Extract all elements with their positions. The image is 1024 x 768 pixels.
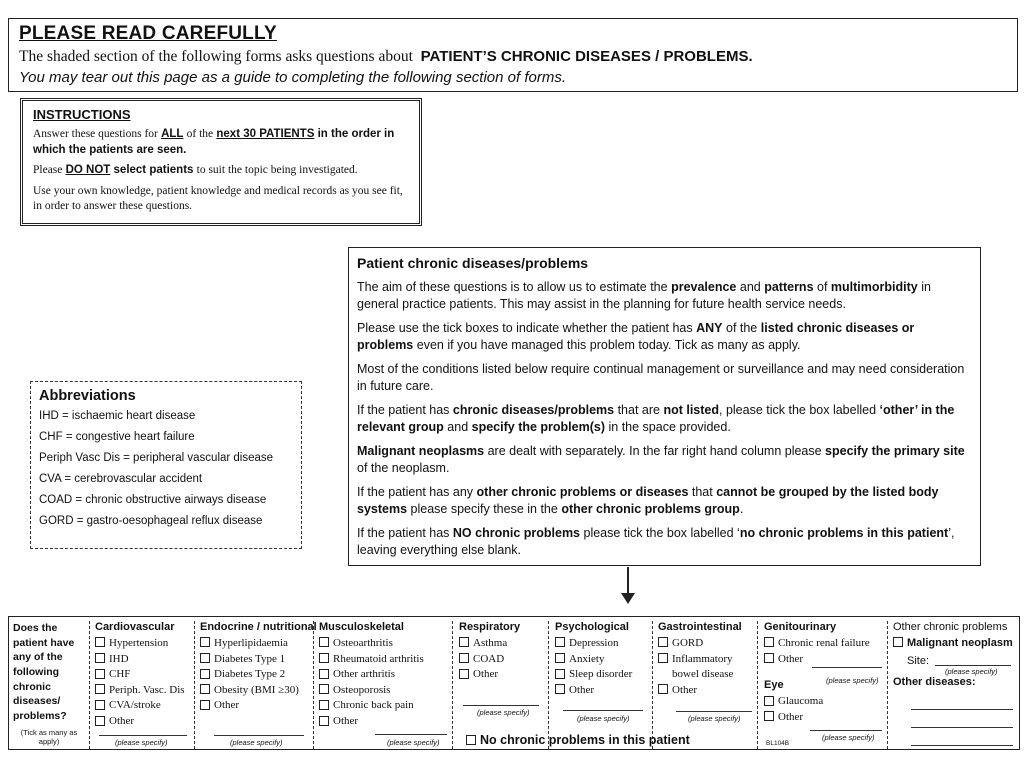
respiratory-heading: Respiratory: [459, 621, 521, 633]
other-chronic-column: [889, 617, 1019, 751]
emphasis-text: chronic diseases/problems: [452, 403, 615, 417]
checkbox-icon[interactable]: [319, 637, 329, 647]
item-label: Diabetes Type 2: [214, 668, 286, 681]
checkbox-ihd[interactable]: [95, 652, 191, 668]
genitourinary-heading: Genitourinary: [764, 621, 837, 633]
checkbox-gord[interactable]: [658, 636, 754, 652]
item-label: Anxiety: [569, 652, 605, 665]
checkbox-genito-other[interactable]: [764, 652, 884, 668]
body-text: that are: [614, 403, 664, 417]
checkbox-osteoarthritis[interactable]: [319, 636, 447, 652]
body-text: in general practice patients. This may assist in the planning for future health service needs.: [357, 280, 931, 311]
checkbox-icon[interactable]: [95, 653, 105, 663]
please-specify-label: (please specify): [230, 738, 283, 747]
checkbox-icon[interactable]: [319, 669, 329, 679]
body-text: are dealt with separately. In the far right hand column please: [484, 444, 826, 458]
question-line: any of the: [13, 651, 63, 664]
ins-p2-a: Please: [33, 164, 63, 177]
checkbox-eye-other[interactable]: [764, 710, 884, 726]
psych-other-field[interactable]: [563, 710, 643, 711]
item-label-continued: bowel disease: [672, 668, 734, 681]
checkbox-no-chronic-problems[interactable]: [466, 733, 690, 747]
header-title: PLEASE READ CAREFULLY: [19, 23, 277, 44]
body-text: ’, leaving everything else blank.: [357, 526, 955, 557]
item-label: Sleep disorder: [569, 668, 633, 681]
genitourinary-column: [760, 617, 888, 751]
abbreviation-item: COAD = chronic obstructive airways disease: [39, 494, 267, 506]
gastrointestinal-column: [654, 617, 758, 751]
checkbox-icon[interactable]: [319, 684, 329, 694]
body-text: that: [688, 485, 717, 499]
item-label: Other: [109, 715, 135, 728]
ins-p2-b: DO NOT: [65, 164, 111, 177]
column-divider: [89, 621, 90, 749]
checkbox-icon[interactable]: [764, 711, 774, 721]
checkbox-musc-other[interactable]: [319, 714, 447, 730]
item-label: GORD: [672, 637, 704, 649]
psychological-heading: Psychological: [555, 621, 629, 633]
please-specify-label: (please specify): [688, 714, 741, 723]
item-label: Chronic back pain: [333, 699, 414, 712]
item-label: COAD: [473, 652, 505, 665]
checkbox-icon[interactable]: [555, 653, 565, 663]
checkbox-icon[interactable]: [95, 637, 105, 647]
checkbox-icon[interactable]: [764, 696, 774, 706]
checkbox-malignant-neoplasm[interactable]: [893, 636, 1015, 652]
emphasis-text: not listed: [663, 403, 719, 417]
emphasis-text: no chronic problems in this patient: [739, 526, 949, 540]
ins-p1-b: ALL: [161, 128, 184, 140]
pcd-paragraph: [357, 320, 972, 353]
other-disease-field[interactable]: [911, 727, 1013, 728]
item-label: IHD: [109, 652, 129, 665]
item-label: Rheumatoid arthritis: [333, 652, 424, 665]
question-note: (Tick as many as apply): [20, 727, 78, 746]
body-text: , please tick the box labelled: [719, 403, 880, 417]
abbreviation-item: IHD = ischaemic heart disease: [39, 410, 196, 422]
question-line: diseases/: [13, 695, 61, 708]
checkbox-coad[interactable]: [459, 652, 543, 668]
neoplasm-site-field[interactable]: [935, 665, 1011, 666]
checkbox-icon[interactable]: [319, 716, 329, 726]
checkbox-icon[interactable]: [893, 637, 903, 647]
emphasis-text: NO chronic problems: [452, 526, 581, 540]
body-text: of: [813, 280, 831, 294]
column-divider: [548, 621, 549, 749]
column-divider: [313, 621, 314, 749]
pcd-heading: Patient chronic diseases/problems: [357, 255, 589, 271]
item-label: Hyperlipidaemia: [214, 637, 288, 649]
instructions-heading: INSTRUCTIONS: [33, 107, 131, 122]
checkbox-icon[interactable]: [658, 684, 668, 694]
no-chronic-label: No chronic problems in this patient: [480, 733, 690, 747]
item-label: Obesity (BMI ≥30): [214, 683, 299, 696]
item-label: Chronic renal failure: [778, 637, 870, 649]
endo-other-field[interactable]: [214, 735, 304, 736]
abbreviation-item: GORD = gastro-oesophageal reflux disease: [39, 515, 263, 527]
abbreviation-item: CVA = cerebrovascular accident: [39, 473, 203, 485]
checkbox-icon[interactable]: [95, 716, 105, 726]
checkbox-inflammatory-bowel-disease[interactable]: [658, 652, 754, 668]
pcd-paragraph: [357, 525, 972, 558]
item-label: Malignant neoplasm: [907, 637, 1013, 649]
instructions-p2: [33, 163, 409, 179]
pcd-paragraph: [357, 279, 972, 312]
musculoskeletal-column: [315, 617, 451, 751]
checkbox-psych-other[interactable]: [555, 683, 647, 699]
column-divider: [194, 621, 195, 749]
checkbox-diabetes-type-2[interactable]: [200, 667, 309, 683]
checkbox-resp-other[interactable]: [459, 667, 543, 683]
cardiovascular-heading: Cardiovascular: [95, 621, 175, 633]
chronic-diseases-form: [8, 616, 1020, 750]
emphasis-text: specify the problem(s): [471, 419, 606, 434]
question-line: following: [13, 666, 60, 679]
checkbox-icon[interactable]: [466, 735, 476, 745]
header-box: [8, 18, 1018, 92]
emphasis-text: Malignant neoplasms: [357, 444, 485, 458]
checkbox-icon[interactable]: [459, 637, 469, 647]
instructions-p1: [33, 127, 409, 158]
checkbox-icon[interactable]: [459, 669, 469, 679]
checkbox-icon[interactable]: [658, 653, 668, 663]
checkbox-icon[interactable]: [200, 637, 210, 647]
item-label: Other arthritis: [333, 668, 396, 681]
cardio-other-field[interactable]: [99, 735, 187, 736]
abbreviations-box: [30, 381, 302, 549]
body-text: please specify these in the: [407, 501, 562, 516]
ins-p1-a: Answer these questions for: [33, 128, 158, 140]
other-chronic-heading: Other chronic problems: [893, 621, 1008, 633]
checkbox-icon[interactable]: [200, 684, 210, 694]
item-label: Other: [569, 683, 595, 696]
endocrine-heading: Endocrine / nutritional: [200, 621, 317, 633]
ins-p2-d: to suit the topic being investigated.: [196, 164, 358, 177]
item-label: CVA/stroke: [109, 699, 161, 712]
pcd-paragraph: [357, 484, 972, 517]
down-arrow-icon: [620, 567, 636, 605]
checkbox-obesity[interactable]: [200, 683, 309, 699]
emphasis-text: ANY: [696, 321, 723, 335]
question-line: Does the: [13, 622, 58, 634]
body-text: of the: [722, 321, 761, 335]
emphasis-text: cannot be grouped by the listed body systems: [357, 485, 939, 516]
column-divider: [452, 621, 453, 749]
checkbox-anxiety[interactable]: [555, 652, 647, 668]
pcd-paragraph: [357, 402, 972, 435]
checkbox-osteoporosis[interactable]: [319, 683, 447, 699]
checkbox-icon[interactable]: [200, 669, 210, 679]
question-line: patient have: [13, 636, 75, 649]
please-specify-label: (please specify): [826, 676, 879, 685]
instructions-p3: Use your own knowledge, patient knowledge and medical records as you see fit, in order to answer these questions.: [33, 184, 403, 213]
body-text: and: [736, 280, 765, 294]
column-divider: [757, 621, 758, 749]
emphasis-text: multimorbidity: [830, 280, 918, 294]
checkbox-depression[interactable]: [555, 636, 647, 652]
body-text: .: [739, 501, 744, 516]
item-label: Other: [214, 699, 240, 712]
please-specify-label: (please specify): [945, 667, 998, 676]
checkbox-sleep-disorder[interactable]: [555, 667, 647, 683]
column-divider: [887, 621, 888, 749]
checkbox-chronic-renal-failure[interactable]: [764, 636, 884, 652]
body-text: If the patient has any: [357, 485, 477, 499]
ins-p2-c: select patients: [113, 164, 194, 177]
checkbox-periph-vasc[interactable]: [95, 683, 191, 699]
psychological-column: [551, 617, 651, 751]
column-divider: [652, 621, 653, 749]
abbreviation-item: Periph Vasc Dis = peripheral vascular disease: [39, 452, 274, 464]
pcd-paragraph: [357, 361, 972, 394]
please-specify-label: (please specify): [577, 714, 630, 723]
body-text: If the patient has: [357, 403, 453, 417]
abbreviation-item: CHF = congestive heart failure: [39, 431, 195, 443]
checkbox-icon[interactable]: [459, 653, 469, 663]
item-label: Hypertension: [109, 637, 169, 649]
eye-other-field[interactable]: [810, 730, 882, 731]
checkbox-glaucoma[interactable]: [764, 694, 884, 710]
question-line: problems?: [13, 710, 67, 723]
please-specify-label: (please specify): [477, 708, 530, 717]
ins-p1-c: of the: [186, 128, 214, 140]
item-label: Inflammatory: [672, 652, 733, 665]
instructions-box: [20, 98, 422, 226]
checkbox-chf[interactable]: [95, 667, 191, 683]
checkbox-icon[interactable]: [95, 669, 105, 679]
question-column: [9, 617, 89, 751]
header-line2: [19, 48, 1007, 66]
item-label: Osteoarthritis: [333, 637, 393, 649]
form-code: BL104B: [766, 740, 790, 747]
neoplasm-site-label: Site:: [907, 654, 930, 667]
item-label: Asthma: [473, 637, 508, 649]
genito-other-field[interactable]: [812, 667, 882, 668]
emphasis-text: ‘other’ in the relevant group: [357, 403, 955, 434]
body-text: in the space provided.: [605, 419, 731, 434]
other-disease-field[interactable]: [911, 745, 1013, 746]
body-text: The aim of these questions is to allow us to estimate the: [357, 280, 672, 294]
resp-other-field[interactable]: [463, 705, 539, 706]
eye-heading: Eye: [764, 679, 784, 692]
please-specify-label: (please specify): [387, 738, 440, 747]
body-text: Please use the tick boxes to indicate whether the patient has: [357, 321, 697, 335]
emphasis-text: specify the primary site: [825, 444, 965, 458]
other-diseases-label: Other diseases:: [893, 676, 976, 689]
body-text: even if you have managed this problem today. Tick as many as apply.: [413, 337, 801, 352]
body-text: please tick the box labelled ‘: [580, 526, 740, 540]
emphasis-text: prevalence: [671, 280, 737, 294]
endocrine-column: [196, 617, 317, 751]
checkbox-icon[interactable]: [764, 653, 774, 663]
checkbox-icon[interactable]: [658, 637, 668, 647]
respiratory-column: [455, 617, 547, 751]
musculoskeletal-heading: Musculoskeletal: [319, 621, 404, 633]
emphasis-text: patterns: [764, 280, 814, 294]
checkbox-icon[interactable]: [95, 684, 105, 694]
checkbox-icon[interactable]: [319, 653, 329, 663]
checkbox-icon[interactable]: [319, 700, 329, 710]
item-label: Periph. Vasc. Dis: [109, 683, 185, 696]
item-label: Glaucoma: [778, 695, 824, 708]
item-label: CHF: [109, 668, 131, 681]
checkbox-gastro-other[interactable]: [658, 683, 754, 699]
item-label: Diabetes Type 1: [214, 652, 286, 665]
emphasis-text: other chronic problems group: [561, 501, 740, 516]
header-line3: You may tear out this page as a guide to completing the following section of forms.: [19, 69, 566, 86]
gastrointestinal-heading: Gastrointestinal: [658, 621, 742, 633]
pcd-paragraph: [357, 443, 972, 476]
other-disease-field[interactable]: [911, 709, 1013, 710]
please-specify-label: (please specify): [822, 733, 875, 742]
checkbox-icon[interactable]: [95, 700, 105, 710]
emphasis-text: listed chronic diseases or problems: [357, 321, 915, 352]
checkbox-hyperlipidaemia[interactable]: [200, 636, 309, 652]
body-text: of the neoplasm.: [357, 460, 450, 475]
abbreviations-heading: Abbreviations: [39, 388, 136, 404]
ins-p1-e: in the order in which the patients are seen.: [33, 128, 395, 156]
checkbox-icon[interactable]: [555, 637, 565, 647]
item-label: Other: [778, 710, 804, 723]
body-text: If the patient has: [357, 526, 453, 540]
checkbox-hypertension[interactable]: [95, 636, 191, 652]
item-label: Other: [333, 715, 359, 728]
checkbox-icon[interactable]: [200, 700, 210, 710]
checkbox-cardio-other[interactable]: [95, 714, 191, 730]
checkbox-icon[interactable]: [555, 669, 565, 679]
emphasis-text: other chronic problems or diseases: [476, 485, 689, 499]
checkbox-asthma[interactable]: [459, 636, 543, 652]
checkbox-cva-stroke[interactable]: [95, 698, 191, 714]
musc-other-field[interactable]: [375, 734, 447, 735]
checkbox-rheumatoid-arthritis[interactable]: [319, 652, 447, 668]
checkbox-icon[interactable]: [764, 637, 774, 647]
checkbox-chronic-back-pain[interactable]: [319, 698, 447, 714]
body-text: Most of the conditions listed below require continual management or surveillance and may need consideration in future care.: [357, 362, 965, 393]
question-line: chronic: [13, 680, 51, 693]
header-line2-text: The shaded section of the following forms asks questions about: [19, 48, 413, 65]
checkbox-icon[interactable]: [200, 653, 210, 663]
body-text: and: [443, 419, 472, 434]
checkbox-endo-other[interactable]: [200, 698, 309, 714]
gastro-other-field[interactable]: [676, 711, 752, 712]
header-line2-bold: PATIENT’S CHRONIC DISEASES / PROBLEMS.: [420, 48, 753, 65]
item-label: Other: [672, 683, 698, 696]
item-label: Other: [778, 652, 804, 665]
checkbox-other-arthritis[interactable]: [319, 667, 447, 683]
item-label: Other: [473, 668, 499, 681]
item-label: Osteoporosis: [333, 683, 391, 696]
please-specify-label: (please specify): [115, 738, 168, 747]
checkbox-diabetes-type-1[interactable]: [200, 652, 309, 668]
ins-p1-d: next 30 PATIENTS: [216, 128, 315, 140]
cardiovascular-column: [91, 617, 195, 751]
checkbox-icon[interactable]: [555, 684, 565, 694]
item-label: Depression: [569, 637, 619, 649]
chronic-diseases-explanation-box: [348, 247, 981, 566]
